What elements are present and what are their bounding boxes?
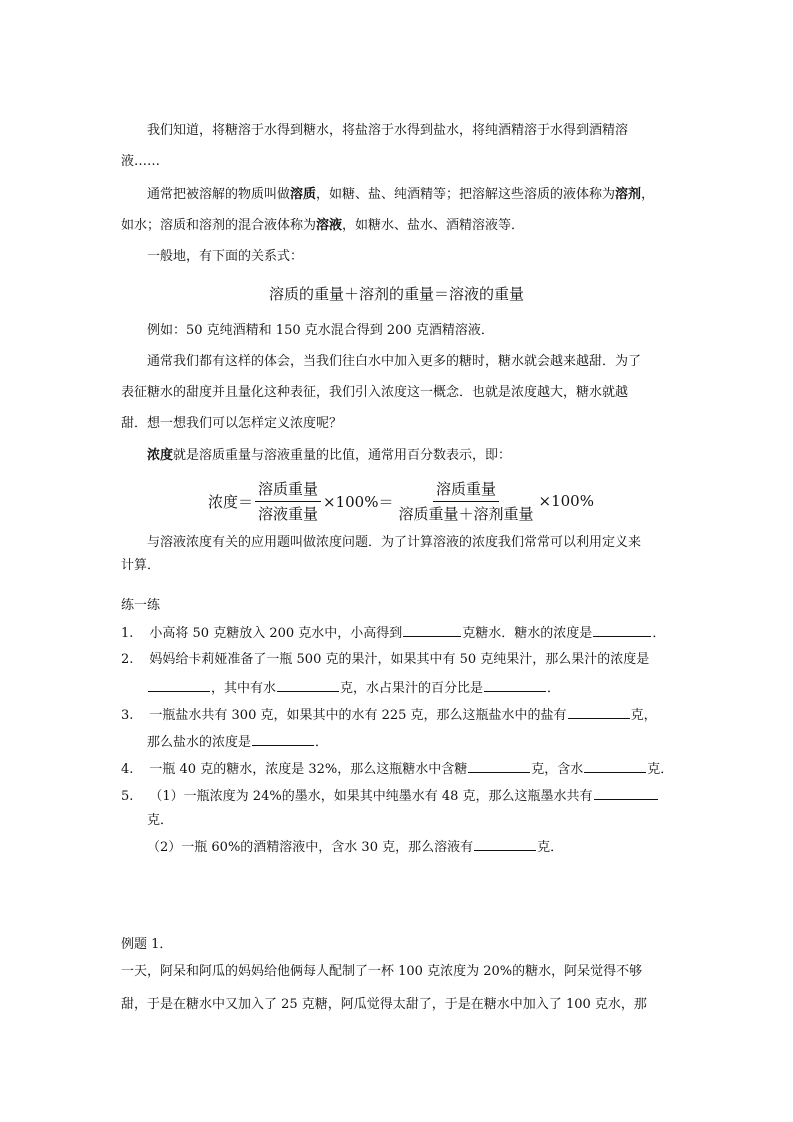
example-heading: 例题 1．	[121, 937, 173, 952]
intro-paragraph-5-line-2: 表征糖水的甜度并且量化这种表征，我们引入浓度这一概念．也就是浓度越大，糖水就越	[121, 385, 629, 400]
intro-paragraph-2-line-2: 如水；溶质和溶剂的混合液体称为溶液，如糖水、盐水、酒精溶液等．	[121, 218, 525, 233]
answer-blank-3a[interactable]	[568, 704, 630, 719]
intro-paragraph-2-line-1: 通常把被溶解的物质叫做溶质，如糖、盐、纯酒精等；把溶解这些溶质的液体称为溶剂，	[147, 187, 655, 202]
practice-question-2-line-1: 2. 妈妈给卡莉娅准备了一瓶 500 克的果汁，如果其中有 50 克纯果汁，那么果汁的浓度是	[121, 650, 649, 670]
term-concentration: 浓度	[147, 448, 174, 463]
answer-blank-1b[interactable]	[593, 622, 651, 637]
practice-question-3-line-1: 3. 一瓶盐水共有 300 克，如果其中的水有 225 克，那么这瓶盐水中的盐有 克，	[121, 704, 657, 726]
question-number: 4.	[121, 762, 134, 777]
practice-question-5-line-1: 5. （1）一瓶浓度为 24%的墨水，如果其中纯墨水有 48 克，那么这瓶墨水共有	[121, 785, 659, 807]
formula-times-1: ×100%＝	[323, 492, 394, 511]
fraction-1	[255, 479, 321, 524]
intro-paragraph-5-line-3: 甜．想一想我们可以怎样定义浓度呢？	[121, 416, 343, 431]
practice-question-4: 4. 一瓶 40 克的糖水，浓度是 32%，那么这瓶糖水中含糖 克，含水 克．	[121, 758, 673, 780]
intro-paragraph-3: 一般地，有下面的关系式：	[147, 249, 304, 264]
fraction-1-denominator: 溶液重量	[258, 504, 319, 523]
answer-blank-2a[interactable]	[148, 677, 210, 692]
intro-paragraph-5-line-1: 通常我们都有这样的体会，当我们往白水中加入更多的糖时，糖水就会越来越甜．为了	[147, 354, 642, 369]
formula-times-2: ×100%	[538, 492, 594, 510]
answer-blank-1a[interactable]	[403, 622, 461, 637]
example-text-line-2: 甜，于是在糖水中又加入了 25 克糖，阿瓜觉得太甜了，于是在糖水中加入了 100 克水，那	[121, 997, 647, 1012]
term-solute: 溶质	[290, 187, 317, 202]
question-number: 1.	[121, 626, 134, 641]
intro-paragraph-1-line-1: 我们知道，将糖溶于水得到糖水，将盐溶于水得到盐水，将纯酒精溶于水得到酒精溶	[147, 123, 629, 138]
example-text-line-1: 一天，阿呆和阿瓜的妈妈给他俩每人配制了一杯 100 克浓度为 20%的糖水，阿呆觉得不够	[121, 964, 643, 979]
concentration-formula	[208, 478, 594, 524]
practice-question-2-line-2: ，其中有水 克，水占果汁的百分比是 ．	[147, 677, 560, 699]
practice-question-5-line-3: （2）一瓶 60%的酒精溶液中，含水 30 克，那么溶液有 克．	[147, 836, 563, 858]
answer-blank-2c[interactable]	[484, 677, 546, 692]
question-number: 5.	[121, 789, 134, 804]
answer-blank-5b[interactable]	[474, 836, 536, 851]
question-number: 3.	[121, 708, 134, 723]
practice-heading: 练一练	[121, 598, 161, 613]
practice-question-1: 1. 小高将 50 克糖放入 200 克水中，小高得到 克糖水．糖水的浓度是 ．	[121, 622, 665, 644]
answer-blank-2b[interactable]	[277, 677, 339, 692]
fraction-2-numerator: 溶质重量	[433, 479, 499, 502]
fraction-2-denominator: 溶质重量＋溶剂重量	[398, 504, 534, 523]
term-solution: 溶液	[316, 218, 343, 233]
answer-blank-4a[interactable]	[468, 758, 530, 773]
answer-blank-3b[interactable]	[252, 731, 314, 746]
answer-blank-5a[interactable]	[594, 785, 658, 800]
practice-question-5-line-2: 克．	[147, 813, 174, 828]
intro-paragraph-7-line-2: 计算．	[121, 558, 161, 573]
example-sentence: 例如：50 克纯酒精和 150 克水混合得到 200 克酒精溶液．	[147, 323, 494, 338]
term-solvent: 溶剂	[615, 187, 642, 202]
question-number: 2.	[121, 652, 134, 667]
concentration-definition-text: 浓度就是溶质重量与溶液重量的比值，通常用百分数表示，即：	[147, 448, 512, 463]
intro-paragraph-7-line-1: 与溶液浓度有关的应用题叫做浓度问题．为了计算溶液的浓度我们常常可以利用定义来	[147, 535, 642, 550]
intro-paragraph-1-line-2: 液……	[121, 154, 161, 169]
formula-lhs: 浓度＝	[208, 492, 254, 511]
weight-relation-formula: 溶质的重量＋溶剂的重量＝溶液的重量	[268, 285, 524, 303]
fraction-2	[395, 479, 536, 524]
fraction-1-numerator: 溶质重量	[255, 479, 321, 502]
practice-question-3-line-2: 那么盐水的浓度是 ．	[147, 731, 328, 753]
answer-blank-4b[interactable]	[584, 758, 646, 773]
